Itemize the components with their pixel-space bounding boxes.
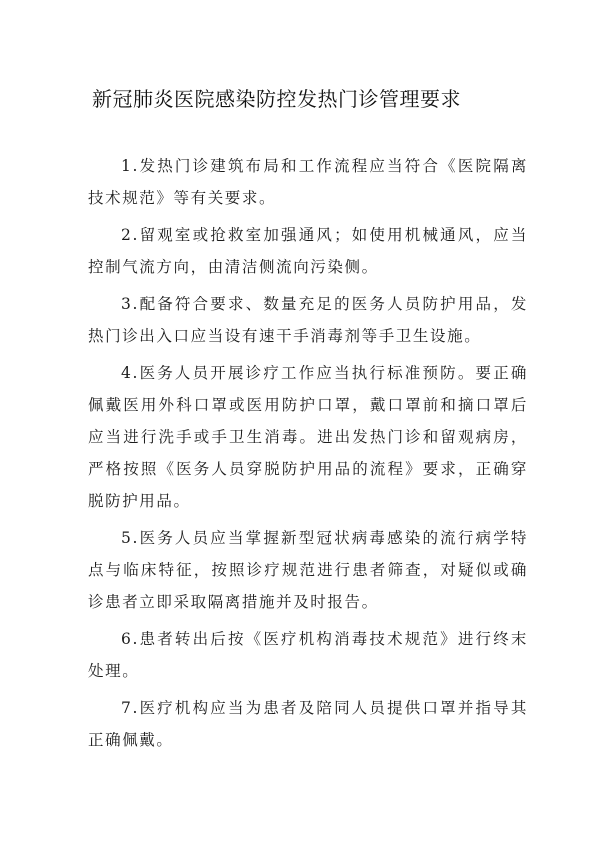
requirement-item-3: 3.配备符合要求、数量充足的医务人员防护用品，发热门诊出入口应当设有速干手消毒剂等手卫生设施。 <box>88 295 528 345</box>
requirement-item-1: 1.发热门诊建筑布局和工作流程应当符合《医院隔离技术规范》等有关要求。 <box>88 157 528 207</box>
requirement-item-4: 4.医务人员开展诊疗工作应当执行标准预防。要正确佩戴医用外科口罩或医用防护口罩，戴口罩前和摘口罩后应当进行洗手或手卫生消毒。进出发热门诊和留观病房，严格按照《医务人员穿脱防护用品的流程》要求，正确穿脱防护用品。 <box>88 364 528 510</box>
requirement-item-5: 5.医务人员应当掌握新型冠状病毒感染的流行病学特点与临床特征，按照诊疗规范进行患者筛查，对疑似或确诊患者立即采取隔离措施并及时报告。 <box>88 529 528 611</box>
requirement-item-2: 2.留观室或抢救室加强通风；如使用机械通风，应当控制气流方向，由清洁侧流向污染侧。 <box>88 226 528 276</box>
requirement-item-6: 6.患者转出后按《医疗机构消毒技术规范》进行终末处理。 <box>88 630 528 680</box>
requirements-list <box>88 150 528 761</box>
document-title: 新冠肺炎医院感染防控发热门诊管理要求 <box>92 87 461 111</box>
requirement-item-7: 7.医疗机构应当为患者及陪同人员提供口罩并指导其正确佩戴。 <box>88 699 528 749</box>
